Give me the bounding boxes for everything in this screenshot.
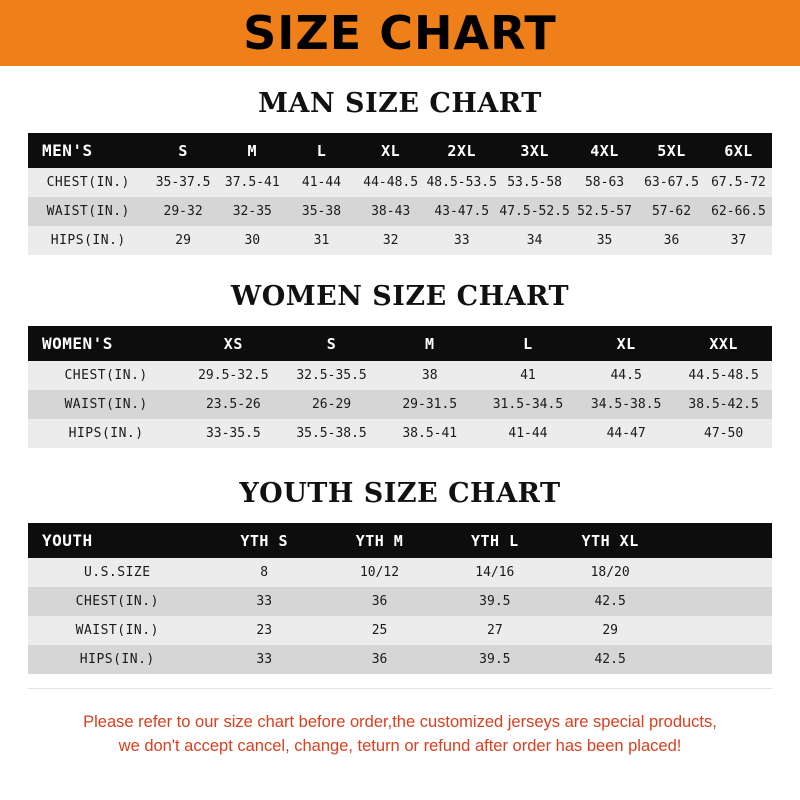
table-cell: 48.5-53.5: [425, 168, 498, 197]
row-label: CHEST(IN.): [28, 168, 149, 197]
table-cell: 29: [552, 616, 667, 645]
table-cell: 27: [437, 616, 552, 645]
table-cell: 36: [322, 645, 437, 674]
table-row: [28, 587, 772, 616]
table-header-cell: WOMEN'S: [28, 326, 184, 361]
table-header-spacer: [668, 523, 772, 558]
table-cell: 34: [498, 226, 571, 255]
table-cell: 32: [356, 226, 425, 255]
table-cell: 23: [207, 616, 322, 645]
table-row: [28, 168, 772, 197]
table-header-cell: 6XL: [705, 133, 772, 168]
table-header-cell: L: [479, 326, 577, 361]
table-cell: 18/20: [552, 558, 667, 587]
table-cell: 43-47.5: [425, 197, 498, 226]
table-cell: 44.5-48.5: [675, 361, 772, 390]
row-label: WAIST(IN.): [28, 390, 184, 419]
table-cell: 37: [705, 226, 772, 255]
table-cell: 31: [287, 226, 356, 255]
table-row: [28, 616, 772, 645]
table-row: [28, 558, 772, 587]
table-cell: 25: [322, 616, 437, 645]
table-cell: 35-37.5: [149, 168, 218, 197]
table-cell: 42.5: [552, 587, 667, 616]
section-title-women: WOMEN SIZE CHART: [230, 281, 570, 312]
table-header-cell: XS: [184, 326, 282, 361]
table-cell: 38: [381, 361, 479, 390]
row-label: CHEST(IN.): [28, 587, 207, 616]
table-header-cell: XL: [356, 133, 425, 168]
chart-content: [0, 88, 800, 759]
table-header-cell: YTH XL: [552, 523, 667, 558]
table-header-cell: YOUTH: [28, 523, 207, 558]
row-label: U.S.SIZE: [28, 558, 207, 587]
table-cell: 34.5-38.5: [577, 390, 675, 419]
table-header-cell: L: [287, 133, 356, 168]
table-header-cell: 4XL: [571, 133, 638, 168]
table-cell: 47.5-52.5: [498, 197, 571, 226]
row-label: HIPS(IN.): [28, 226, 149, 255]
table-header-cell: M: [381, 326, 479, 361]
table-cell: 41: [479, 361, 577, 390]
table-cell-spacer: [668, 645, 772, 674]
table-row: [28, 361, 772, 390]
row-label: HIPS(IN.): [28, 645, 207, 674]
row-label: WAIST(IN.): [28, 616, 207, 645]
table-cell: 23.5-26: [184, 390, 282, 419]
table-header-cell: YTH S: [207, 523, 322, 558]
table-row: [28, 645, 772, 674]
table-header-row: [28, 523, 772, 558]
row-label: CHEST(IN.): [28, 361, 184, 390]
table-header-cell: YTH M: [322, 523, 437, 558]
table-cell: 47-50: [675, 419, 772, 448]
table-cell: 33: [425, 226, 498, 255]
footer-note-line-1: Please refer to our size chart before order,the customized jerseys are special products,: [83, 713, 717, 731]
table-header-cell: S: [149, 133, 218, 168]
table-cell: 44.5: [577, 361, 675, 390]
table-header-cell: 3XL: [498, 133, 571, 168]
table-header-cell: 5XL: [638, 133, 705, 168]
table-cell: 8: [207, 558, 322, 587]
table-cell-spacer: [668, 587, 772, 616]
table-cell: 36: [638, 226, 705, 255]
table-cell: 58-63: [571, 168, 638, 197]
table-cell: 38.5-42.5: [675, 390, 772, 419]
section-title-man: MAN SIZE CHART: [258, 88, 542, 119]
footer-note: [28, 711, 772, 759]
table-cell: 44-48.5: [356, 168, 425, 197]
table-cell: 26-29: [282, 390, 380, 419]
table-header-cell: S: [282, 326, 380, 361]
footer-divider: [28, 688, 772, 689]
table-cell: 33: [207, 587, 322, 616]
section-title-youth: YOUTH SIZE CHART: [239, 478, 561, 509]
table-cell: 35-38: [287, 197, 356, 226]
table-cell: 10/12: [322, 558, 437, 587]
table-cell-spacer: [668, 616, 772, 645]
table-cell: 30: [218, 226, 287, 255]
page-title: SIZE CHART: [243, 6, 557, 60]
table-row: [28, 390, 772, 419]
page-banner: [0, 0, 800, 66]
table-cell: 29: [149, 226, 218, 255]
table-cell: 67.5-72: [705, 168, 772, 197]
table-cell: 35.5-38.5: [282, 419, 380, 448]
table-cell: 32-35: [218, 197, 287, 226]
table-cell: 33: [207, 645, 322, 674]
table-row: [28, 419, 772, 448]
table-cell: 39.5: [437, 587, 552, 616]
table-header-cell: XXL: [675, 326, 772, 361]
table-cell: 31.5-34.5: [479, 390, 577, 419]
table-row: [28, 197, 772, 226]
table-cell: 41-44: [479, 419, 577, 448]
women-size-table: [28, 326, 772, 448]
table-cell: 42.5: [552, 645, 667, 674]
table-cell: 29-31.5: [381, 390, 479, 419]
table-cell: 37.5-41: [218, 168, 287, 197]
table-cell: 62-66.5: [705, 197, 772, 226]
table-cell: 32.5-35.5: [282, 361, 380, 390]
table-cell: 14/16: [437, 558, 552, 587]
table-cell: 44-47: [577, 419, 675, 448]
youth-size-table: [28, 523, 772, 674]
table-cell: 33-35.5: [184, 419, 282, 448]
footer-note-line-2: we don't accept cancel, change, teturn or refund after order has been placed!: [118, 736, 682, 755]
row-label: WAIST(IN.): [28, 197, 149, 226]
table-header-row: [28, 133, 772, 168]
table-cell: 38.5-41: [381, 419, 479, 448]
table-cell: 29.5-32.5: [184, 361, 282, 390]
table-cell: 63-67.5: [638, 168, 705, 197]
table-cell: 36: [322, 587, 437, 616]
table-cell: 38-43: [356, 197, 425, 226]
table-header-cell: XL: [577, 326, 675, 361]
table-cell-spacer: [668, 558, 772, 587]
table-cell: 57-62: [638, 197, 705, 226]
table-header-cell: M: [218, 133, 287, 168]
table-cell: 52.5-57: [571, 197, 638, 226]
table-cell: 39.5: [437, 645, 552, 674]
table-cell: 41-44: [287, 168, 356, 197]
table-row: [28, 226, 772, 255]
table-cell: 29-32: [149, 197, 218, 226]
man-size-table: [28, 133, 772, 255]
table-cell: 53.5-58: [498, 168, 571, 197]
table-header-cell: 2XL: [425, 133, 498, 168]
table-header-cell: YTH L: [437, 523, 552, 558]
table-cell: 35: [571, 226, 638, 255]
table-header-cell: MEN'S: [28, 133, 149, 168]
table-header-row: [28, 326, 772, 361]
row-label: HIPS(IN.): [28, 419, 184, 448]
